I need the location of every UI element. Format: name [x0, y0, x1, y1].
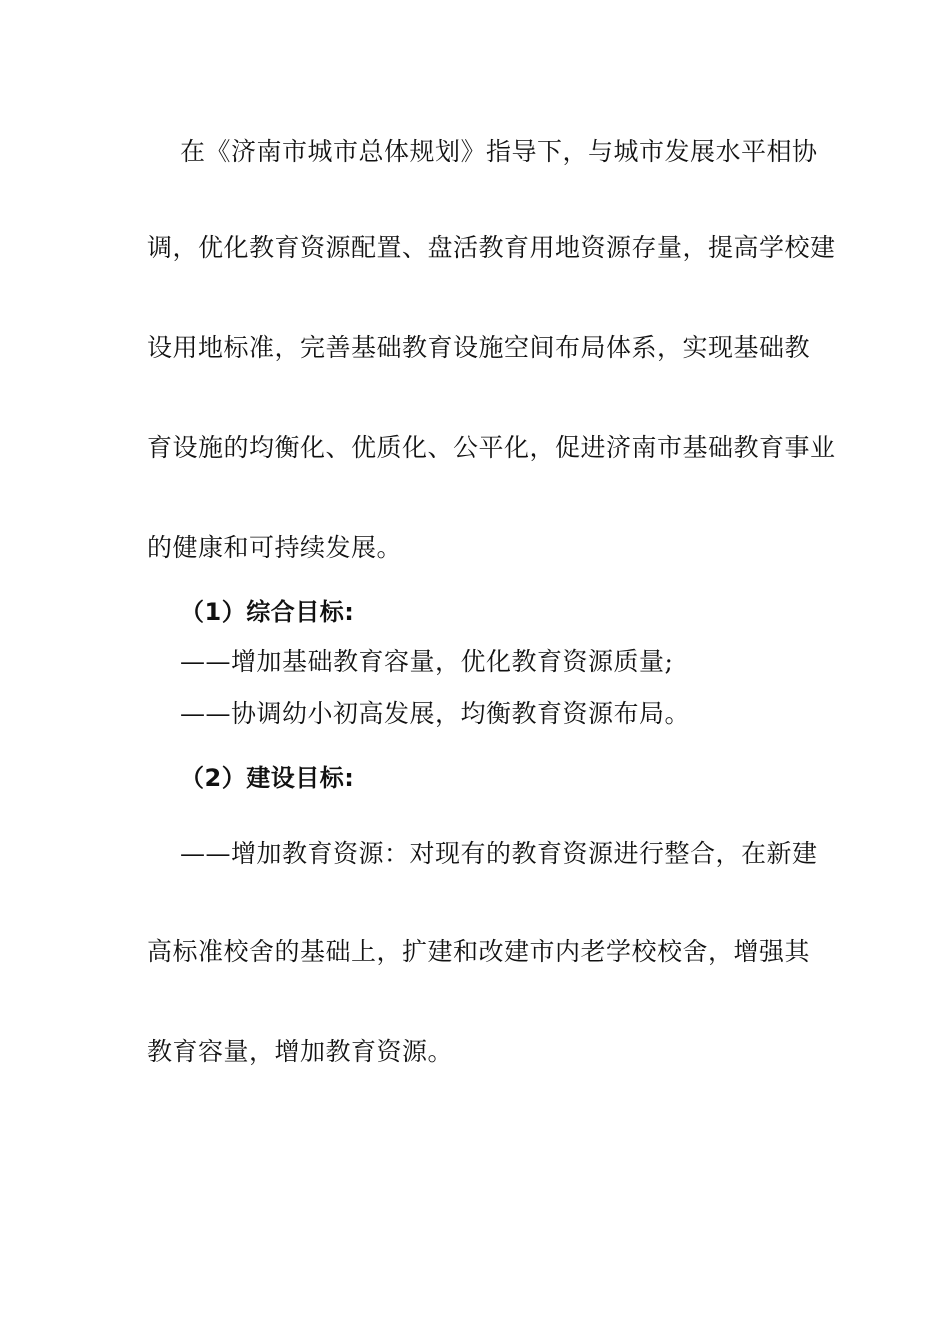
paragraph-line: 高标准校舍的基础上，扩建和改建市内老学校校舍，增强其 [147, 937, 811, 966]
paragraph-line: 在《济南市城市总体规划》指导下，与城市发展水平相协 [180, 137, 818, 166]
paragraph-line: 育设施的均衡化、优质化、公平化，促进济南市基础教育事业 [147, 433, 836, 462]
paragraph-line: ——增加教育资源：对现有的教育资源进行整合，在新建 [180, 839, 818, 868]
paragraph-line: 的健康和可持续发展。 [147, 533, 403, 562]
section-heading: （2）建设目标: [180, 764, 355, 792]
list-item: ——协调幼小初高发展，均衡教育资源布局。 [180, 699, 691, 728]
paragraph-line: 调，优化教育资源配置、盘活教育用地资源存量，提高学校建 [147, 233, 836, 262]
section-heading: （1）综合目标: [180, 598, 355, 626]
paragraph-line: 设用地标准，完善基础教育设施空间布局体系，实现基础教 [147, 333, 811, 362]
paragraph-line: 教育容量，增加教育资源。 [147, 1037, 454, 1066]
list-item: ——增加基础教育容量，优化教育资源质量; [180, 647, 674, 676]
